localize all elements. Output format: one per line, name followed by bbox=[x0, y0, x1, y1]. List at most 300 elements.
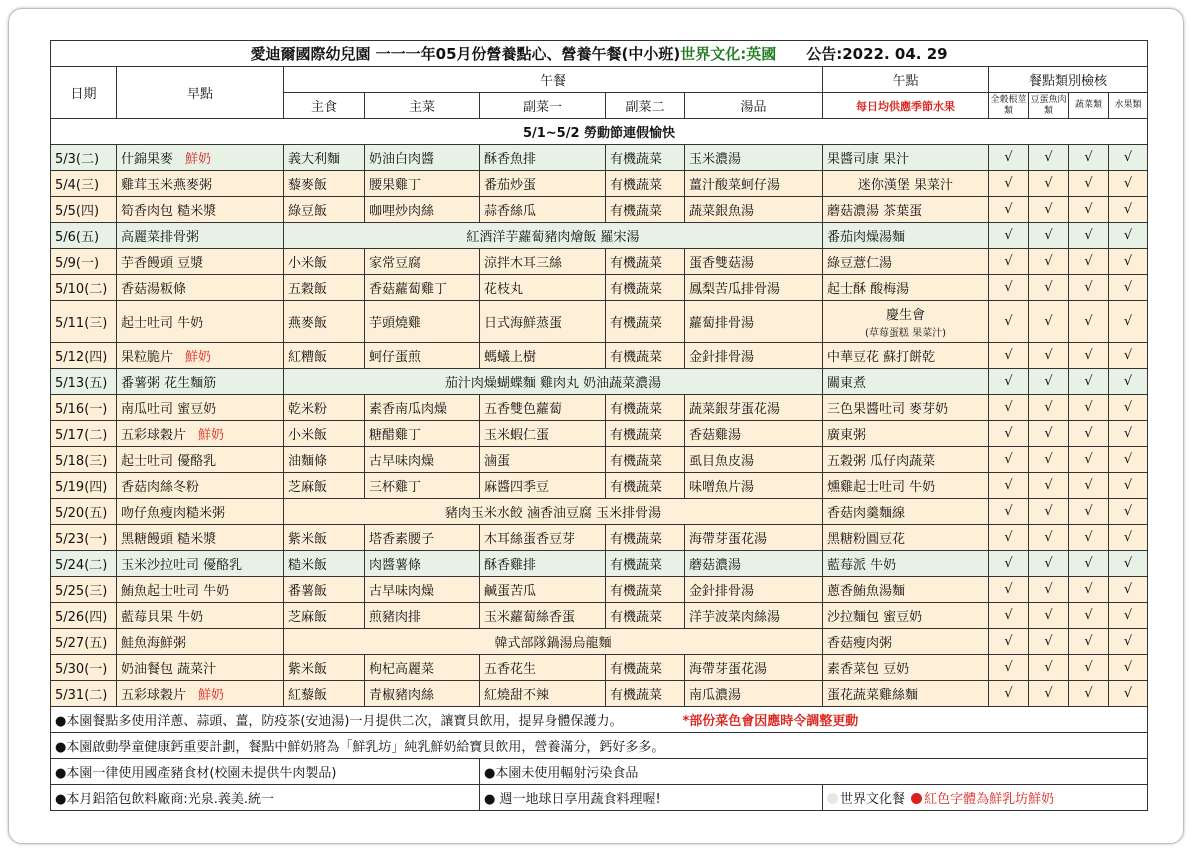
row-staple: 芝麻飯 bbox=[284, 603, 365, 629]
row-soup: 玉米濃湯 bbox=[685, 145, 823, 171]
row-side1: 木耳絲蛋香豆芽 bbox=[480, 525, 606, 551]
check-mark: √ bbox=[1029, 301, 1069, 343]
check-mark: √ bbox=[1069, 603, 1109, 629]
breakfast-text: 五彩球穀片 bbox=[121, 428, 187, 443]
check-mark: √ bbox=[1109, 275, 1148, 301]
menu-row bbox=[51, 525, 1148, 551]
check-mark: √ bbox=[1029, 395, 1069, 421]
holiday-banner: 5/1~5/2 勞動節連假愉快 bbox=[51, 119, 1148, 145]
menu-row bbox=[51, 301, 1148, 343]
row-staple: 小米飯 bbox=[284, 421, 365, 447]
breakfast-text: 香菇湯粄條 bbox=[121, 282, 187, 297]
col-date: 日期 bbox=[51, 67, 117, 119]
check-mark: √ bbox=[989, 655, 1029, 681]
row-date: 5/30(一) bbox=[51, 655, 117, 681]
note-radiation: ●本園未使用輻射污染食品 bbox=[480, 759, 1148, 785]
row-soup: 海帶芽蛋花湯 bbox=[685, 655, 823, 681]
row-side1: 五香雙色蘿蔔 bbox=[480, 395, 606, 421]
row-side1: 番茄炒蛋 bbox=[480, 171, 606, 197]
check-mark: √ bbox=[989, 681, 1029, 707]
row-snack bbox=[823, 629, 989, 655]
breakfast-text: 五彩球穀片 bbox=[121, 688, 187, 703]
check-mark: √ bbox=[1029, 525, 1069, 551]
fresh-milk-label: 鮮奶 bbox=[198, 428, 225, 443]
menu-row bbox=[51, 369, 1148, 395]
menu-table bbox=[50, 40, 1148, 811]
check-mark: √ bbox=[1069, 629, 1109, 655]
row-main: 素香南瓜肉燥 bbox=[365, 395, 480, 421]
col-check-protein: 豆蛋魚肉類 bbox=[1029, 93, 1069, 119]
row-snack bbox=[823, 275, 989, 301]
check-mark: √ bbox=[989, 301, 1029, 343]
row-date: 5/20(五) bbox=[51, 499, 117, 525]
row-breakfast bbox=[117, 603, 284, 629]
row-breakfast bbox=[117, 681, 284, 707]
row-side1: 酥香雞排 bbox=[480, 551, 606, 577]
col-lunch: 午餐 bbox=[284, 67, 823, 93]
row-main: 糖醋雞丁 bbox=[365, 421, 480, 447]
row-snack bbox=[823, 577, 989, 603]
check-mark: √ bbox=[1029, 369, 1069, 395]
check-mark: √ bbox=[1029, 603, 1069, 629]
row-main: 芋頭燒雞 bbox=[365, 301, 480, 343]
check-mark: √ bbox=[989, 525, 1029, 551]
breakfast-text: 鮭魚海鮮粥 bbox=[121, 636, 187, 651]
col-breakfast: 早點 bbox=[117, 67, 284, 119]
check-mark: √ bbox=[1069, 343, 1109, 369]
row-soup: 虱目魚皮湯 bbox=[685, 447, 823, 473]
snack-text: 蛋花蔬菜雞絲麵 bbox=[827, 688, 919, 703]
row-staple: 糙米飯 bbox=[284, 551, 365, 577]
snack-subtext: (草莓蛋糕 果菜汁) bbox=[865, 328, 946, 339]
row-breakfast bbox=[117, 655, 284, 681]
breakfast-text: 果粒脆片 bbox=[121, 350, 174, 365]
menu-row bbox=[51, 197, 1148, 223]
row-breakfast bbox=[117, 499, 284, 525]
row-date: 5/31(二) bbox=[51, 681, 117, 707]
row-date: 5/13(五) bbox=[51, 369, 117, 395]
row-date: 5/18(三) bbox=[51, 447, 117, 473]
col-staple: 主食 bbox=[284, 93, 365, 119]
snack-text: 中華豆花 蘇打餅乾 bbox=[827, 350, 936, 365]
menu-row bbox=[51, 395, 1148, 421]
snack-text: 沙拉麵包 蜜豆奶 bbox=[827, 610, 923, 625]
breakfast-text: 玉米沙拉吐司 優酪乳 bbox=[121, 558, 243, 573]
row-side2: 有機蔬菜 bbox=[606, 249, 685, 275]
check-mark: √ bbox=[1069, 577, 1109, 603]
row-side1: 滷蛋 bbox=[480, 447, 606, 473]
snack-note: 每日均供應季節水果 bbox=[823, 93, 989, 119]
check-mark: √ bbox=[1029, 577, 1069, 603]
row-soup: 蘑菇濃湯 bbox=[685, 551, 823, 577]
row-breakfast bbox=[117, 473, 284, 499]
row-side2: 有機蔬菜 bbox=[606, 447, 685, 473]
check-mark: √ bbox=[989, 171, 1029, 197]
row-main: 三杯雞丁 bbox=[365, 473, 480, 499]
row-staple: 番薯飯 bbox=[284, 577, 365, 603]
check-mark: √ bbox=[1029, 629, 1069, 655]
row-side2: 有機蔬菜 bbox=[606, 473, 685, 499]
row-lunch-merged: 紅酒洋芋蘿蔔豬肉燴飯 羅宋湯 bbox=[284, 223, 823, 249]
check-mark: √ bbox=[1029, 499, 1069, 525]
check-mark: √ bbox=[1109, 525, 1148, 551]
row-side2: 有機蔬菜 bbox=[606, 301, 685, 343]
breakfast-text: 黑糖饅頭 糙米漿 bbox=[121, 532, 217, 547]
check-mark: √ bbox=[1069, 473, 1109, 499]
row-date: 5/16(一) bbox=[51, 395, 117, 421]
row-snack bbox=[823, 655, 989, 681]
menu-row bbox=[51, 447, 1148, 473]
check-mark: √ bbox=[1069, 655, 1109, 681]
row-date: 5/17(二) bbox=[51, 421, 117, 447]
row-main: 塔香素腰子 bbox=[365, 525, 480, 551]
row-snack bbox=[823, 473, 989, 499]
note-calcium: ●本園啟動學童健康鈣重要計劃，餐點中鮮奶將為「鮮乳坊」純乳鮮奶給寶貝飲用，營養滿分，鈣好多多。 bbox=[51, 733, 1148, 759]
check-mark: √ bbox=[1029, 473, 1069, 499]
check-mark: √ bbox=[1069, 223, 1109, 249]
row-side2: 有機蔬菜 bbox=[606, 171, 685, 197]
row-snack bbox=[823, 145, 989, 171]
menu-row bbox=[51, 275, 1148, 301]
breakfast-text: 芋香饅頭 豆漿 bbox=[121, 256, 204, 271]
menu-row bbox=[51, 577, 1148, 603]
row-date: 5/10(二) bbox=[51, 275, 117, 301]
row-date: 5/3(二) bbox=[51, 145, 117, 171]
row-staple: 義大利麵 bbox=[284, 145, 365, 171]
row-soup: 蔬菜銀芽蛋花湯 bbox=[685, 395, 823, 421]
row-main: 咖哩炒肉絲 bbox=[365, 197, 480, 223]
menu-row bbox=[51, 223, 1148, 249]
row-snack bbox=[823, 603, 989, 629]
row-snack bbox=[823, 421, 989, 447]
check-mark: √ bbox=[989, 499, 1029, 525]
check-mark: √ bbox=[989, 395, 1029, 421]
row-staple: 藜麥飯 bbox=[284, 171, 365, 197]
menu-row bbox=[51, 473, 1148, 499]
row-soup: 海帶芽蛋花湯 bbox=[685, 525, 823, 551]
snack-text: 綠豆薏仁湯 bbox=[827, 256, 893, 271]
row-main: 香菇蘿蔔雞丁 bbox=[365, 275, 480, 301]
row-breakfast bbox=[117, 145, 284, 171]
snack-text: 素香菜包 豆奶 bbox=[827, 662, 910, 677]
check-mark: √ bbox=[1109, 551, 1148, 577]
check-mark: √ bbox=[1029, 275, 1069, 301]
row-snack bbox=[823, 197, 989, 223]
fresh-milk-label: 鮮奶 bbox=[185, 152, 212, 167]
check-mark: √ bbox=[989, 603, 1029, 629]
snack-text: 起士酥 酸梅湯 bbox=[827, 282, 910, 297]
check-mark: √ bbox=[989, 197, 1029, 223]
check-mark: √ bbox=[1029, 145, 1069, 171]
snack-text: 香菇瘦肉粥 bbox=[827, 636, 893, 651]
row-side2: 有機蔬菜 bbox=[606, 577, 685, 603]
row-staple: 紅藜飯 bbox=[284, 681, 365, 707]
row-side1: 玉米蘿蔔絲香蛋 bbox=[480, 603, 606, 629]
check-mark: √ bbox=[1069, 499, 1109, 525]
row-soup: 薑汁酸菜蚵仔湯 bbox=[685, 171, 823, 197]
row-side1: 蒜香絲瓜 bbox=[480, 197, 606, 223]
breakfast-text: 筍香肉包 糙米漿 bbox=[121, 204, 217, 219]
breakfast-text: 番薯粥 花生麵筋 bbox=[121, 376, 217, 391]
snack-text: 三色果醬吐司 麥芽奶 bbox=[827, 402, 949, 417]
row-breakfast bbox=[117, 249, 284, 275]
check-mark: √ bbox=[1029, 447, 1069, 473]
row-main: 蚵仔蛋煎 bbox=[365, 343, 480, 369]
check-mark: √ bbox=[989, 223, 1029, 249]
row-staple: 五穀飯 bbox=[284, 275, 365, 301]
check-mark: √ bbox=[989, 629, 1029, 655]
check-mark: √ bbox=[1109, 447, 1148, 473]
row-breakfast bbox=[117, 525, 284, 551]
check-mark: √ bbox=[989, 343, 1029, 369]
check-mark: √ bbox=[1069, 421, 1109, 447]
row-breakfast bbox=[117, 223, 284, 249]
col-side1: 副菜一 bbox=[480, 93, 606, 119]
snack-text: 番茄肉燥湯麵 bbox=[827, 230, 906, 245]
note-drinks: ●本月鋁箔包飲料廠商:光泉.義美.統一 bbox=[51, 785, 480, 811]
breakfast-text: 什錦果麥 bbox=[121, 152, 174, 167]
row-side2: 有機蔬菜 bbox=[606, 343, 685, 369]
snack-text: 蔥香鮪魚湯麵 bbox=[827, 584, 906, 599]
row-breakfast bbox=[117, 301, 284, 343]
check-mark: √ bbox=[1069, 249, 1109, 275]
row-breakfast bbox=[117, 395, 284, 421]
col-check-fruit: 水果類 bbox=[1109, 93, 1148, 119]
menu-title: 愛迪爾國際幼兒園 一一一年05月份營養點心、營養午餐(中小班) bbox=[250, 45, 681, 63]
row-side2: 有機蔬菜 bbox=[606, 421, 685, 447]
col-check-veg: 蔬菜類 bbox=[1069, 93, 1109, 119]
row-staple: 綠豆飯 bbox=[284, 197, 365, 223]
check-mark: √ bbox=[1109, 499, 1148, 525]
breakfast-text: 吻仔魚瘦肉糙米粥 bbox=[121, 506, 226, 521]
check-mark: √ bbox=[989, 577, 1029, 603]
breakfast-text: 南瓜吐司 蜜豆奶 bbox=[121, 402, 217, 417]
culture-dot-icon bbox=[827, 793, 838, 804]
note-earthday: ● 週一地球日享用蔬食料理喔! bbox=[480, 785, 823, 811]
row-date: 5/12(四) bbox=[51, 343, 117, 369]
menu-row bbox=[51, 681, 1148, 707]
check-mark: √ bbox=[1029, 421, 1069, 447]
row-side2: 有機蔬菜 bbox=[606, 525, 685, 551]
col-main: 主菜 bbox=[365, 93, 480, 119]
fresh-milk-label: 鮮奶 bbox=[198, 688, 225, 703]
check-mark: √ bbox=[1029, 655, 1069, 681]
row-side2: 有機蔬菜 bbox=[606, 145, 685, 171]
snack-text: 五穀粥 瓜仔肉蔬菜 bbox=[827, 454, 936, 469]
row-main: 枸杞高麗菜 bbox=[365, 655, 480, 681]
snack-text: 黑糖粉圓豆花 bbox=[827, 532, 906, 547]
col-check-grains: 全穀根莖類 bbox=[989, 93, 1029, 119]
row-date: 5/23(一) bbox=[51, 525, 117, 551]
row-snack bbox=[823, 301, 989, 343]
row-side1: 涼拌木耳三絲 bbox=[480, 249, 606, 275]
legend-culture: 世界文化餐 bbox=[840, 792, 906, 807]
row-side1: 螞蟻上樹 bbox=[480, 343, 606, 369]
check-mark: √ bbox=[1069, 681, 1109, 707]
check-mark: √ bbox=[1109, 473, 1148, 499]
row-date: 5/26(四) bbox=[51, 603, 117, 629]
breakfast-text: 香菇肉絲冬粉 bbox=[121, 480, 200, 495]
row-lunch-merged: 茄汁肉燥蝴蝶麵 雞肉丸 奶油蔬菜濃湯 bbox=[284, 369, 823, 395]
row-soup: 味噌魚片湯 bbox=[685, 473, 823, 499]
check-mark: √ bbox=[1029, 681, 1069, 707]
row-main: 古早味肉燥 bbox=[365, 447, 480, 473]
row-side1: 日式海鮮蒸蛋 bbox=[480, 301, 606, 343]
check-mark: √ bbox=[1109, 395, 1148, 421]
row-breakfast bbox=[117, 629, 284, 655]
note-pork: ●本園一律使用國產豬食材(校園未提供牛肉製品) bbox=[51, 759, 480, 785]
row-soup: 香菇雞湯 bbox=[685, 421, 823, 447]
row-side2: 有機蔬菜 bbox=[606, 655, 685, 681]
breakfast-text: 奶油餐包 蔬菜汁 bbox=[121, 662, 217, 677]
check-mark: √ bbox=[1109, 577, 1148, 603]
row-date: 5/6(五) bbox=[51, 223, 117, 249]
row-side2: 有機蔬菜 bbox=[606, 395, 685, 421]
breakfast-text: 雞茸玉米燕麥粥 bbox=[121, 178, 213, 193]
row-side1: 鹹蛋苦瓜 bbox=[480, 577, 606, 603]
note-row-1 bbox=[51, 707, 1148, 733]
fresh-milk-label: 鮮奶 bbox=[185, 350, 212, 365]
row-side1: 花枝丸 bbox=[480, 275, 606, 301]
check-mark: √ bbox=[1069, 171, 1109, 197]
row-breakfast bbox=[117, 551, 284, 577]
col-soup: 湯品 bbox=[685, 93, 823, 119]
row-side1: 酥香魚排 bbox=[480, 145, 606, 171]
row-main: 腰果雞丁 bbox=[365, 171, 480, 197]
legend-fresh-milk: 紅色字體為鮮乳坊鮮奶 bbox=[924, 792, 1055, 807]
row-date: 5/4(三) bbox=[51, 171, 117, 197]
row-snack bbox=[823, 223, 989, 249]
legend bbox=[823, 785, 1148, 811]
breakfast-text: 高麗菜排骨粥 bbox=[121, 230, 200, 245]
row-breakfast bbox=[117, 343, 284, 369]
check-mark: √ bbox=[1069, 525, 1109, 551]
check-mark: √ bbox=[989, 473, 1029, 499]
check-mark: √ bbox=[1029, 171, 1069, 197]
check-mark: √ bbox=[989, 447, 1029, 473]
row-side2: 有機蔬菜 bbox=[606, 197, 685, 223]
row-staple: 芝麻飯 bbox=[284, 473, 365, 499]
snack-text: 慶生會 bbox=[885, 308, 925, 323]
row-date: 5/19(四) bbox=[51, 473, 117, 499]
row-side2: 有機蔬菜 bbox=[606, 681, 685, 707]
row-breakfast bbox=[117, 171, 284, 197]
row-main: 肉醬薯條 bbox=[365, 551, 480, 577]
row-staple: 紅糟飯 bbox=[284, 343, 365, 369]
row-soup: 鳳梨苦瓜排骨湯 bbox=[685, 275, 823, 301]
col-snack: 午點 bbox=[823, 67, 989, 93]
check-mark: √ bbox=[1109, 197, 1148, 223]
check-mark: √ bbox=[1109, 629, 1148, 655]
row-date: 5/24(二) bbox=[51, 551, 117, 577]
row-snack bbox=[823, 249, 989, 275]
row-soup: 金針排骨湯 bbox=[685, 343, 823, 369]
row-soup: 蘿蔔排骨湯 bbox=[685, 301, 823, 343]
row-main: 青椒豬肉絲 bbox=[365, 681, 480, 707]
check-mark: √ bbox=[1109, 249, 1148, 275]
menu-row bbox=[51, 629, 1148, 655]
check-mark: √ bbox=[989, 249, 1029, 275]
check-mark: √ bbox=[1069, 301, 1109, 343]
row-soup: 洋芋波菜肉絲湯 bbox=[685, 603, 823, 629]
menu-row bbox=[51, 145, 1148, 171]
row-side1: 五香花生 bbox=[480, 655, 606, 681]
check-mark: √ bbox=[1069, 275, 1109, 301]
row-date: 5/5(四) bbox=[51, 197, 117, 223]
note-garlic: ●本園餐點多使用洋蔥、蒜頭、薑，防疫茶(安迪湯)一月提供二次，讓寶貝飲用，提昇身體保護力。 bbox=[55, 714, 623, 729]
snack-text: 燻雞起士吐司 牛奶 bbox=[827, 480, 936, 495]
row-breakfast bbox=[117, 275, 284, 301]
menu-row bbox=[51, 655, 1148, 681]
row-soup: 南瓜濃湯 bbox=[685, 681, 823, 707]
check-mark: √ bbox=[1109, 343, 1148, 369]
check-mark: √ bbox=[1109, 603, 1148, 629]
check-mark: √ bbox=[1069, 197, 1109, 223]
menu-row bbox=[51, 499, 1148, 525]
row-side1: 紅燒甜不辣 bbox=[480, 681, 606, 707]
row-staple: 乾米粉 bbox=[284, 395, 365, 421]
menu-row bbox=[51, 343, 1148, 369]
check-mark: √ bbox=[1109, 145, 1148, 171]
row-soup: 蔬菜銀魚湯 bbox=[685, 197, 823, 223]
row-snack bbox=[823, 499, 989, 525]
check-mark: √ bbox=[1069, 369, 1109, 395]
row-main: 家常豆腐 bbox=[365, 249, 480, 275]
check-mark: √ bbox=[1109, 301, 1148, 343]
check-mark: √ bbox=[1109, 655, 1148, 681]
menu-row bbox=[51, 249, 1148, 275]
row-side2: 有機蔬菜 bbox=[606, 275, 685, 301]
row-lunch-merged: 韓式部隊鍋湯烏龍麵 bbox=[284, 629, 823, 655]
check-mark: √ bbox=[989, 551, 1029, 577]
menu-row bbox=[51, 171, 1148, 197]
check-mark: √ bbox=[1069, 145, 1109, 171]
row-side1: 麻醬四季豆 bbox=[480, 473, 606, 499]
breakfast-text: 藍莓貝果 牛奶 bbox=[121, 610, 204, 625]
check-mark: √ bbox=[1069, 551, 1109, 577]
check-mark: √ bbox=[1029, 551, 1069, 577]
row-snack bbox=[823, 369, 989, 395]
row-staple: 小米飯 bbox=[284, 249, 365, 275]
check-mark: √ bbox=[1109, 369, 1148, 395]
check-mark: √ bbox=[1029, 223, 1069, 249]
row-staple: 紫米飯 bbox=[284, 655, 365, 681]
snack-text: 廣東粥 bbox=[827, 428, 867, 443]
snack-text: 藍莓派 牛奶 bbox=[827, 558, 897, 573]
row-snack bbox=[823, 395, 989, 421]
row-snack bbox=[823, 525, 989, 551]
row-side2: 有機蔬菜 bbox=[606, 551, 685, 577]
row-date: 5/27(五) bbox=[51, 629, 117, 655]
row-staple: 油麵條 bbox=[284, 447, 365, 473]
snack-text: 蘑菇濃湯 茶葉蛋 bbox=[827, 204, 923, 219]
row-staple: 燕麥飯 bbox=[284, 301, 365, 343]
snack-text: 迷你漢堡 果菜汁 bbox=[857, 178, 954, 193]
menu-row bbox=[51, 421, 1148, 447]
row-date: 5/9(一) bbox=[51, 249, 117, 275]
col-check: 餐點類別檢核 bbox=[989, 67, 1148, 93]
breakfast-text: 鮪魚起士吐司 牛奶 bbox=[121, 584, 230, 599]
row-date: 5/25(三) bbox=[51, 577, 117, 603]
row-staple: 紫米飯 bbox=[284, 525, 365, 551]
row-breakfast bbox=[117, 369, 284, 395]
notice-date: 公告:2022. 04. 29 bbox=[806, 45, 948, 63]
check-mark: √ bbox=[989, 421, 1029, 447]
check-mark: √ bbox=[1069, 395, 1109, 421]
row-breakfast bbox=[117, 577, 284, 603]
row-breakfast bbox=[117, 421, 284, 447]
title-cell bbox=[51, 41, 1148, 67]
